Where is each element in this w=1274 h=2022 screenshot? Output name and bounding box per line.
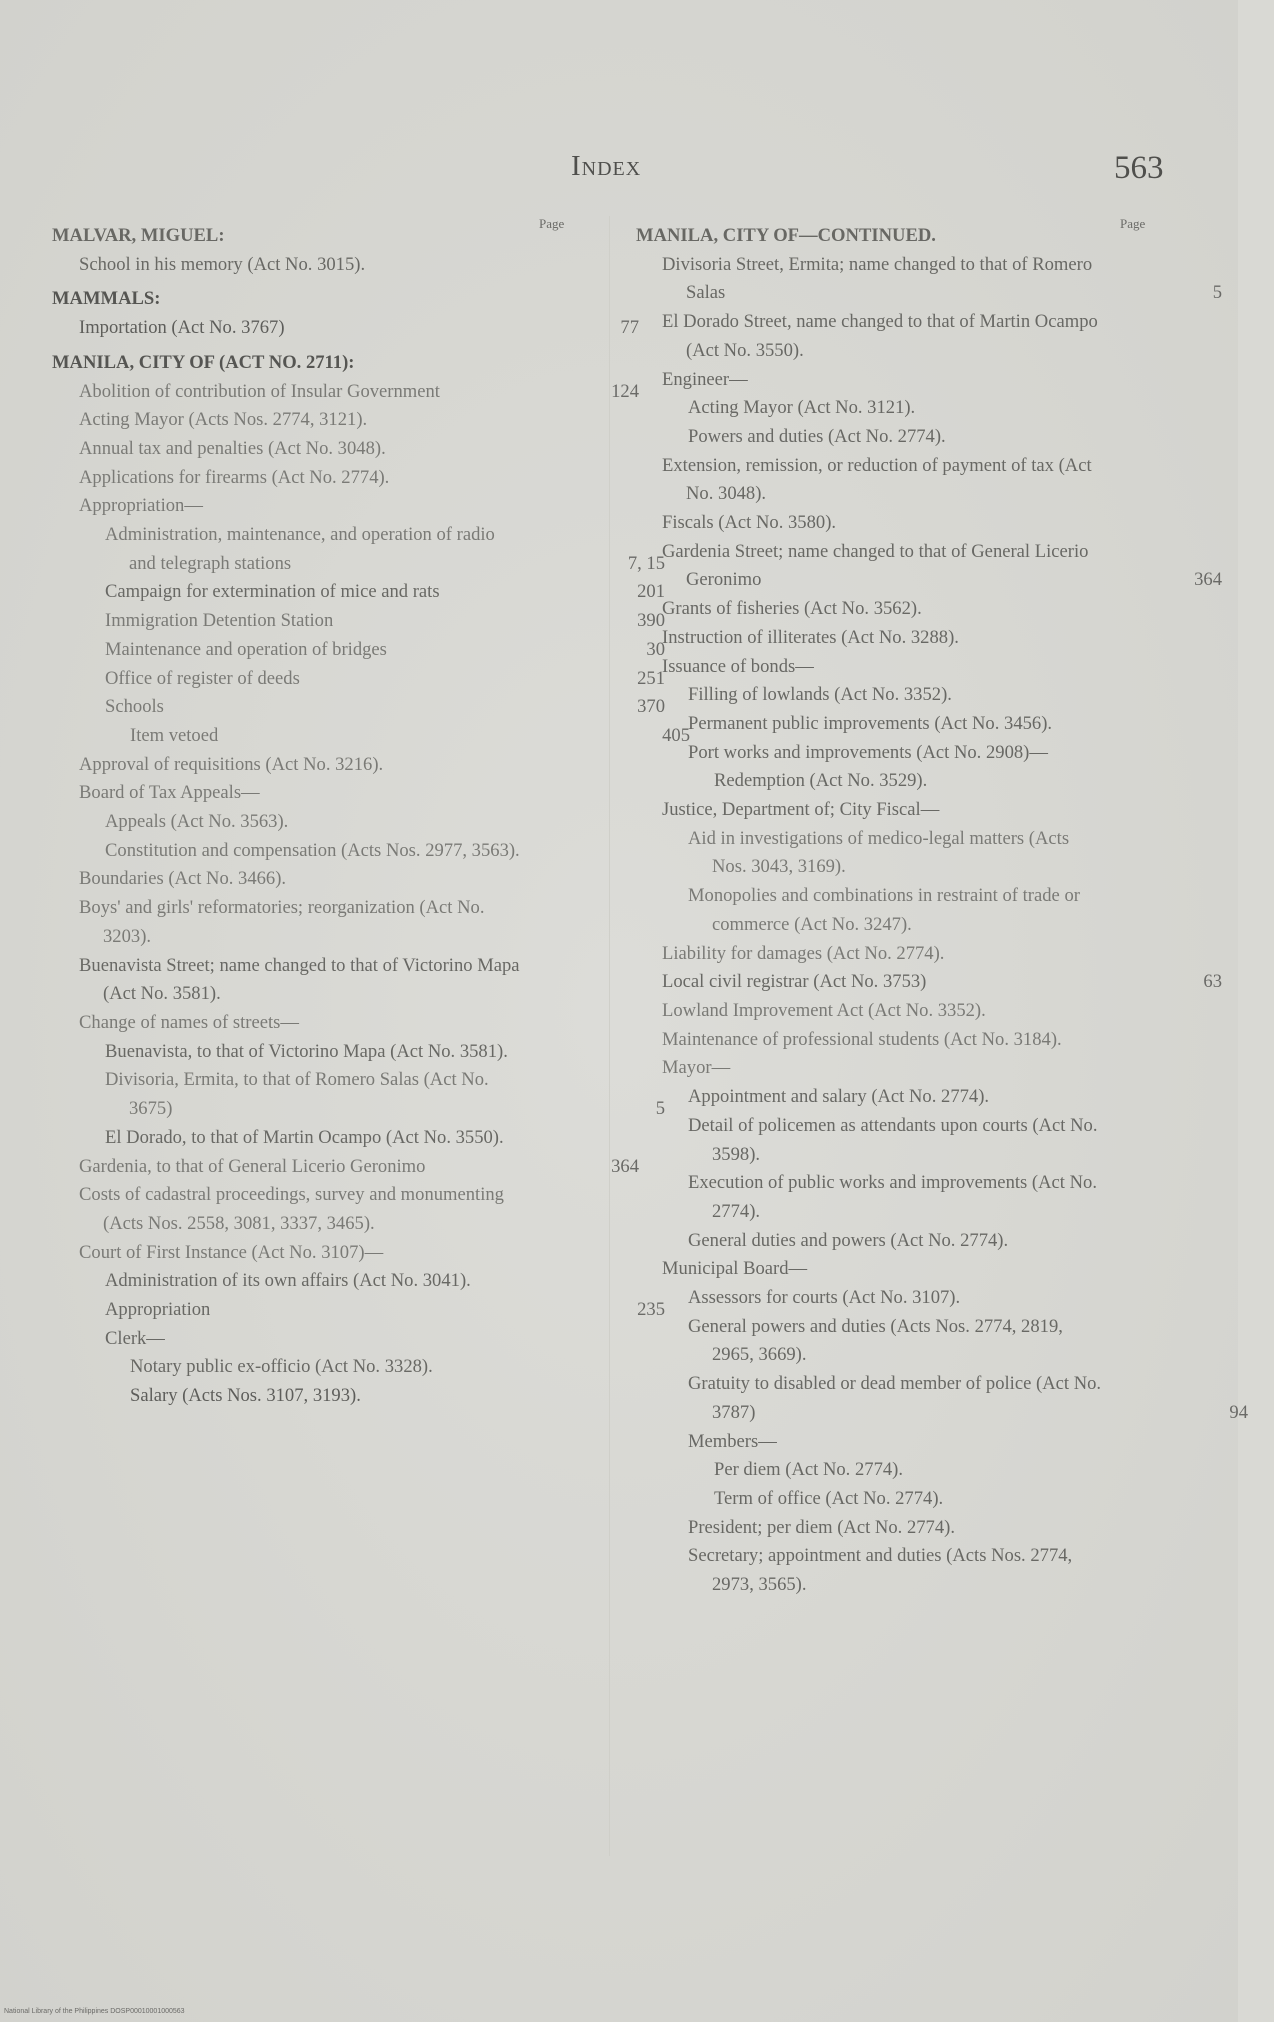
page-number: 563 xyxy=(1114,150,1164,186)
entry-page-ref: 370 xyxy=(637,696,665,718)
entry-text: Local civil registrar (Act No. 3753) xyxy=(662,971,927,993)
index-entry xyxy=(662,1054,1222,1083)
left-entry-list xyxy=(52,222,690,1411)
index-entry xyxy=(662,940,1222,969)
index-heading xyxy=(636,222,1196,251)
entry-text: Office of register of deeds xyxy=(105,667,300,689)
entry-page-ref: 405 xyxy=(662,724,690,746)
index-entry xyxy=(662,452,1222,509)
index-entry xyxy=(714,1456,1274,1485)
entry-text: Immigration Detention Station xyxy=(105,610,334,632)
index-entry xyxy=(662,595,1222,624)
index-entry xyxy=(688,739,1248,768)
right-column xyxy=(636,216,1248,1600)
entry-text: Board of Tax Appeals— xyxy=(79,782,260,804)
entry-text: General duties and powers (Act No. 2774). xyxy=(688,1229,1009,1251)
index-entry xyxy=(105,808,665,837)
entry-page-ref: 201 xyxy=(637,581,665,603)
entry-text: School in his memory (Act No. 3015). xyxy=(79,253,366,275)
index-entry xyxy=(688,825,1248,882)
entry-text: Annual tax and penalties (Act No. 3048). xyxy=(79,437,386,459)
entry-text: Extension, remission, or reduction of payment of tax (Act No. 3048). xyxy=(662,454,1092,505)
index-entry xyxy=(105,1325,665,1354)
entry-page-ref: 235 xyxy=(637,1299,665,1321)
index-entry xyxy=(688,1313,1248,1370)
entry-page-ref: 63 xyxy=(1203,971,1222,993)
entry-text: Schools xyxy=(105,696,164,718)
index-entry xyxy=(662,538,1222,595)
entry-text: Acting Mayor (Acts Nos. 2774, 3121). xyxy=(79,409,368,431)
index-entry xyxy=(688,1083,1248,1112)
index-entry xyxy=(105,1124,665,1153)
entry-text: Gardenia, to that of General Licerio Geronimo xyxy=(79,1155,426,1177)
index-entry xyxy=(714,1485,1274,1514)
entry-text: Appropriation xyxy=(105,1299,211,1321)
entry-text: Campaign for extermination of mice and rats xyxy=(105,581,440,603)
index-entry xyxy=(79,492,639,521)
entry-page-ref: 364 xyxy=(1194,569,1222,591)
index-entry xyxy=(79,1181,639,1238)
scan-footer: National Library of the Philippines DOSP00010001000563 xyxy=(4,2008,185,2015)
index-entry xyxy=(688,394,1248,423)
entry-text: Powers and duties (Act No. 2774). xyxy=(688,425,946,447)
entry-page-ref: 77 xyxy=(620,317,639,339)
index-entry xyxy=(688,1514,1248,1543)
index-entry xyxy=(662,251,1222,308)
entry-page-ref: 251 xyxy=(637,667,665,689)
entry-text: Per diem (Act No. 2774). xyxy=(714,1459,903,1481)
index-entry xyxy=(79,894,639,951)
index-entry xyxy=(79,314,639,343)
index-entry xyxy=(688,1169,1248,1226)
left-page-label: Page xyxy=(539,216,565,231)
index-entry xyxy=(79,1153,639,1182)
entry-text: Appeals (Act No. 3563). xyxy=(105,811,289,833)
left-column xyxy=(52,216,690,1411)
entry-text: Fiscals (Act No. 3580). xyxy=(662,512,837,534)
index-entry xyxy=(662,1255,1222,1284)
index-entry xyxy=(105,1038,665,1067)
index-entry xyxy=(105,578,665,607)
entry-text: Grants of fisheries (Act No. 3562). xyxy=(662,598,922,620)
entry-text: Acting Mayor (Act No. 3121). xyxy=(688,397,916,419)
entry-text: Change of names of streets— xyxy=(79,1011,299,1033)
entry-text: Buenavista, to that of Victorino Mapa (Act No. 3581). xyxy=(105,1040,508,1062)
entry-text: El Dorado Street, name changed to that of Martin Ocampo (Act No. 3550). xyxy=(662,311,1098,361)
entry-text: Divisoria, Ermita, to that of Romero Salas (Act No. 3675) xyxy=(105,1069,489,1120)
entry-text: Lowland Improvement Act (Act No. 3352). xyxy=(662,999,986,1021)
entry-text: Importation (Act No. 3767) xyxy=(79,317,285,339)
index-entry xyxy=(688,1284,1248,1313)
index-entry xyxy=(79,251,639,280)
index-heading xyxy=(52,349,612,378)
index-entry xyxy=(79,406,639,435)
entry-text: Notary public ex-officio (Act No. 3328). xyxy=(130,1356,433,1378)
index-entry xyxy=(79,435,639,464)
entry-text: Maintenance of professional students (Act No. 3184). xyxy=(662,1028,1062,1050)
entry-text: General powers and duties (Acts Nos. 2774, 2819, 2965, 3669). xyxy=(688,1315,1063,1366)
entry-text: Boys' and girls' reformatories; reorganization (Act No. 3203). xyxy=(79,897,485,947)
index-entry xyxy=(688,1370,1248,1427)
entry-text: Assessors for courts (Act No. 3107). xyxy=(688,1287,961,1309)
entry-text: Mayor— xyxy=(662,1057,731,1079)
entry-text: Term of office (Act No. 2774). xyxy=(714,1487,944,1509)
index-heading xyxy=(52,222,612,251)
entry-text: Approval of requisitions (Act No. 3216). xyxy=(79,753,384,775)
right-page-label: Page xyxy=(1120,216,1146,231)
index-entry xyxy=(105,1267,665,1296)
index-entry xyxy=(662,308,1222,365)
entry-page-ref: 5 xyxy=(655,1098,665,1120)
index-entry xyxy=(105,693,665,722)
entry-text: Costs of cadastral proceedings, survey and monumenting (Acts Nos. 2558, 3081, 3337, 3465). xyxy=(79,1184,504,1234)
entry-text: Execution of public works and improvements (Act No. 2774). xyxy=(688,1172,1097,1222)
entry-text: Divisoria Street, Ermita; name changed to that of Romero Salas xyxy=(662,253,1093,304)
index-entry xyxy=(688,423,1248,452)
index-entry xyxy=(714,767,1274,796)
index-entry xyxy=(662,968,1222,997)
index-entry xyxy=(79,464,639,493)
index-entry xyxy=(105,1066,665,1123)
index-entry xyxy=(662,509,1222,538)
page-title: Index xyxy=(571,150,642,182)
entry-text: Gardenia Street; name changed to that of General Licerio Geronimo xyxy=(662,540,1089,591)
right-entry-list xyxy=(636,222,1248,1600)
index-entry xyxy=(688,1428,1248,1457)
entry-text: MANILA, CITY OF (ACT NO. 2711): xyxy=(52,351,355,373)
entry-text: Maintenance and operation of bridges xyxy=(105,638,387,660)
index-entry xyxy=(105,607,665,636)
index-entry xyxy=(662,796,1222,825)
entry-text: Administration of its own affairs (Act No. 3041). xyxy=(105,1270,471,1292)
entry-text: Boundaries (Act No. 3466). xyxy=(79,868,287,890)
index-entry xyxy=(662,997,1222,1026)
entry-text: Permanent public improvements (Act No. 3456). xyxy=(688,712,1053,734)
index-entry xyxy=(688,882,1248,939)
entry-text: Court of First Instance (Act No. 3107)— xyxy=(79,1241,384,1263)
entry-text: MAMMALS: xyxy=(52,288,161,310)
entry-text: Appropriation— xyxy=(79,495,203,517)
index-entry xyxy=(79,1239,639,1268)
entry-text: Gratuity to disabled or dead member of police (Act No. 3787) xyxy=(688,1373,1102,1423)
entry-text: Detail of policemen as attendants upon courts (Act No. 3598). xyxy=(688,1114,1098,1165)
entry-text: Applications for firearms (Act No. 2774). xyxy=(79,466,390,488)
entry-text: Clerk— xyxy=(105,1327,165,1349)
entry-page-ref: 5 xyxy=(1212,282,1222,304)
entry-page-ref: 124 xyxy=(611,380,639,402)
entry-text: Port works and improvements (Act No. 2908)— xyxy=(688,741,1048,763)
index-entry xyxy=(105,1296,665,1325)
entry-text: Issuance of bonds— xyxy=(662,655,814,677)
index-heading xyxy=(52,285,612,314)
index-entry xyxy=(662,1026,1222,1055)
entry-text: Municipal Board— xyxy=(662,1258,808,1280)
entry-text: Administration, maintenance, and operation of radio and telegraph stations xyxy=(105,524,495,574)
entry-text: Abolition of contribution of Insular Government xyxy=(79,380,440,402)
entry-text: Salary (Acts Nos. 3107, 3193). xyxy=(130,1385,361,1407)
entry-text: Engineer— xyxy=(662,368,748,390)
entry-page-ref: 7, 15 xyxy=(627,552,665,574)
index-entry xyxy=(79,952,639,1009)
index-entry xyxy=(79,378,639,407)
entry-page-ref: 390 xyxy=(637,610,665,632)
index-entry xyxy=(688,1542,1248,1599)
index-entry xyxy=(105,521,665,578)
entry-page-ref: 30 xyxy=(646,638,665,660)
index-entry xyxy=(688,710,1248,739)
entry-text: Buenavista Street; name changed to that of Victorino Mapa (Act No. 3581). xyxy=(79,954,520,1005)
index-entry xyxy=(79,865,639,894)
entry-page-ref: 94 xyxy=(1229,1401,1248,1423)
entry-text: Monopolies and combinations in restraint of trade or commerce (Act No. 3247). xyxy=(688,885,1080,935)
entry-page-ref: 364 xyxy=(611,1155,639,1177)
index-entry xyxy=(79,779,639,808)
index-entry xyxy=(130,722,690,751)
index-entry xyxy=(662,653,1222,682)
index-entry xyxy=(688,1112,1248,1169)
index-entry xyxy=(105,837,665,866)
index-entry xyxy=(105,636,665,665)
entry-text: Instruction of illiterates (Act No. 3288). xyxy=(662,626,959,648)
index-entry xyxy=(79,751,639,780)
index-entry xyxy=(688,1227,1248,1256)
entry-text: MANILA, CITY OF—CONTINUED. xyxy=(636,225,936,246)
entry-text: Secretary; appointment and duties (Acts Nos. 2774, 2973, 3565). xyxy=(688,1545,1073,1596)
entry-text: Liability for damages (Act No. 2774). xyxy=(662,942,945,964)
index-entry xyxy=(130,1382,690,1411)
index-entry xyxy=(662,624,1222,653)
index-entry xyxy=(688,681,1248,710)
index-entry xyxy=(662,366,1222,395)
index-entry xyxy=(105,665,665,694)
entry-text: President; per diem (Act No. 2774). xyxy=(688,1516,955,1538)
entry-text: Appointment and salary (Act No. 2774). xyxy=(688,1086,990,1108)
index-entry xyxy=(130,1353,690,1382)
entry-text: Aid in investigations of medico-legal matters (Acts Nos. 3043, 3169). xyxy=(688,827,1070,878)
entry-text: El Dorado, to that of Martin Ocampo (Act No. 3550). xyxy=(105,1126,504,1148)
entry-text: Filling of lowlands (Act No. 3352). xyxy=(688,684,952,706)
entry-text: Constitution and compensation (Acts Nos. 2977, 3563). xyxy=(105,839,520,861)
entry-text: Item vetoed xyxy=(130,724,219,746)
entry-text: MALVAR, MIGUEL: xyxy=(52,225,225,246)
entry-text: Members— xyxy=(688,1430,777,1452)
entry-text: Justice, Department of; City Fiscal— xyxy=(662,799,940,821)
index-entry xyxy=(79,1009,639,1038)
entry-text: Redemption (Act No. 3529). xyxy=(714,770,928,792)
